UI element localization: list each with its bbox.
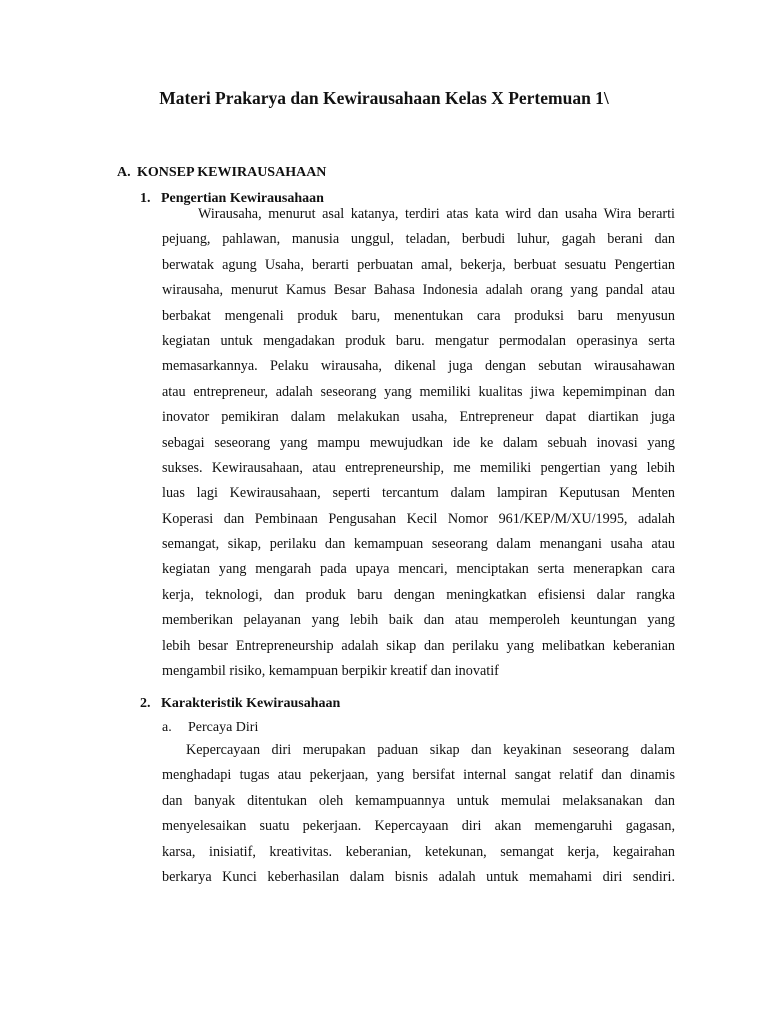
section-2-paragraph [162,738,675,890]
paragraph-line: dan banyak ditentukan oleh kemampuannya untuk memulai melaksanakan dan [162,792,675,809]
paragraph-line: atau entrepreneur, adalah seseorang yang memiliki kualitas jiwa kepemimpinan dan [162,383,675,400]
paragraph-line: berbakat mengenali produk baru, menentukan cara produksi baru menyusun [162,307,675,324]
paragraph-line: luas lagi Kewirausahaan, seperti tercantum dalam lampiran Keputusan Menten [162,485,675,502]
paragraph-line: inovator pemikiran dalam melakukan usaha, Entrepreneur dapat diartikan juga [162,409,675,426]
paragraph-line: berkarya Kunci keberhasilan dalam bisnis adalah untuk memahami diri sendiri. [162,868,675,885]
paragraph-line: sebagai seseorang yang mampu mewujudkan ide ke dalam sebuah inovasi yang [162,434,675,451]
paragraph-line: mengambil risiko, kemampuan berpikir kreatif dan inovatif [162,663,499,680]
paragraph-line: Koperasi dan Pembinaan Pengusahan Kecil Nomor 961/KEP/M/XU/1995, adalah [162,510,675,527]
section-1-paragraph [162,202,675,684]
paragraph-line: wirausaha, menurut Kamus Besar Bahasa Indonesia adalah orang yang pandal atau [162,282,675,299]
paragraph-line: Wirausaha, menurut asal katanya, terdiri atas kata wird dan usaha Wira berarti [198,206,675,222]
section-1-number: 1. [140,191,151,206]
section-a-number: A. [117,165,131,180]
paragraph-line: lebih besar Entrepreneurship adalah sikap dan perilaku yang melibatkan keberanian [162,637,675,654]
paragraph-line: menghadapi tugas atau pekerjaan, yang bersifat internal sangat relatif dan dinamis [162,767,675,784]
section-2-heading [140,694,340,714]
section-a-title: KONSEP KEWIRAUSAHAAN [137,165,327,180]
paragraph-line: kegiatan yang mengarah pada upaya mencari, menciptakan serta menerapkan cara [162,561,675,578]
subsection-a-heading [162,718,258,738]
paragraph-line: kerja, teknologi, dan produk baru dengan meningkatkan efisiensi dalar rangka [162,586,675,603]
paragraph-line: sukses. Kewirausahaan, atau entrepreneurship, me memiliki pengertian yang lebih [162,459,675,476]
section-2-number: 2. [140,696,151,711]
paragraph-line: semangat, sikap, perilaku dan kemampuan seseorang dalam menangani usaha atau [162,536,675,553]
paragraph-line: pejuang, pahlawan, manusia unggul, teladan, berbudi luhur, gagah berani dan [162,231,675,248]
section-1-title: Pengertian Kewirausahaan [161,191,324,206]
section-a-heading [117,163,326,183]
document-title: Materi Prakarya dan Kewirausahaan Kelas X Pertemuan 1\ [159,88,609,108]
subsection-a-title: Percaya Diri [188,720,259,735]
paragraph-line: memasarkannya. Pelaku wirausaha, dikenal juga dengan sebutan wirausahawan [162,358,675,375]
paragraph-line: Kepercayaan diri merupakan paduan sikap dan keyakinan seseorang dalam [186,742,675,758]
paragraph-line: memberikan pelayanan yang lebih baik dan atau memperoleh keuntungan yang [162,612,675,629]
paragraph-line: karsa, inisiatif, kreativitas. keberanian, ketekunan, semangat kerja, kegairahan [162,843,675,860]
subsection-a-number: a. [162,720,172,735]
section-2-title: Karakteristik Kewirausahaan [161,696,341,711]
paragraph-line: menyelesaikan suatu pekerjaan. Kepercayaan diri akan memengaruhi gagasan, [162,818,675,835]
paragraph-line: kegiatan untuk mengadakan produk baru. mengatur permodalan operasinya serta [162,332,675,349]
paragraph-line: berwatak agung Usaha, berarti perbuatan amal, bekerja, berbuat sesuatu Pengertian [162,256,675,273]
